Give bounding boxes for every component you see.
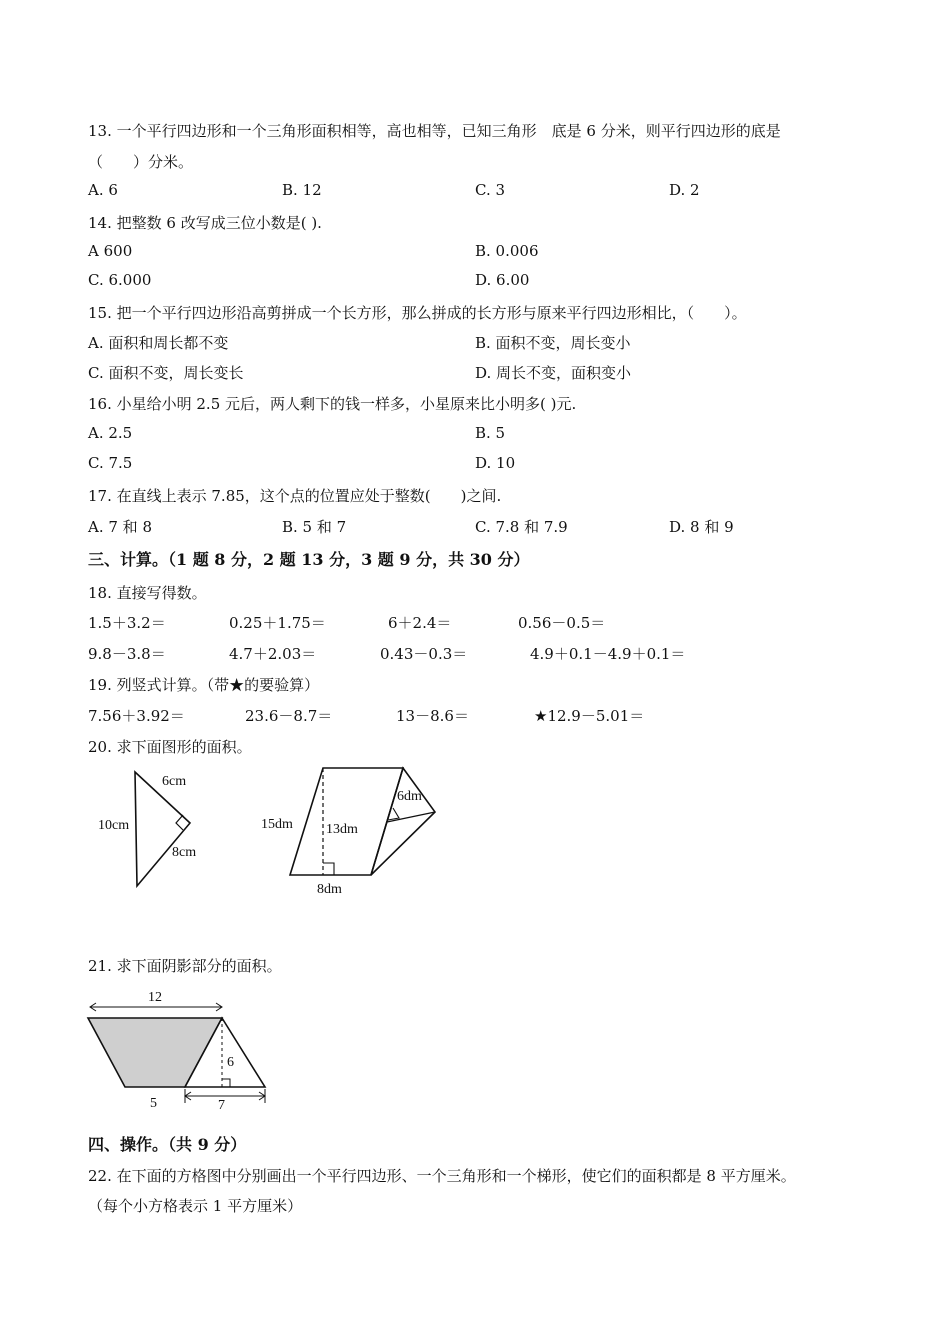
fig1-label-8cm: 8cm (172, 845, 197, 860)
q21-shaded-figure (80, 985, 280, 1115)
fig-label-12: 12 (148, 990, 162, 1005)
fig-label-5: 5 (150, 1096, 157, 1111)
q19-item: 13－8.6＝ (396, 707, 469, 725)
q18-item: 0.43－0.3＝ (380, 645, 468, 663)
q18-item: 1.5＋3.2＝ (88, 614, 166, 632)
q13-option-c: C. 3 (475, 181, 506, 199)
fig1-label-10cm: 10cm (98, 818, 130, 833)
q15-option-a: A. 面积和周长都不变 (88, 334, 229, 352)
q17-option-c: C. 7.8 和 7.9 (475, 518, 568, 536)
fig2-label-13dm: 13dm (326, 822, 358, 837)
q17-stem: 17. 在直线上表示 7.85，这个点的位置应处于整数( )之间. (88, 487, 502, 505)
q18-stem: 18. 直接写得数。 (88, 584, 207, 602)
q18-item: 9.8－3.8＝ (88, 645, 166, 663)
q17-option-d: D. 8 和 9 (669, 518, 734, 536)
q14-option-c: C. 6.000 (88, 271, 152, 289)
q20-stem: 20. 求下面图形的面积。 (88, 738, 252, 756)
fig-label-6: 6 (227, 1055, 234, 1070)
q18-item: 6＋2.4＝ (388, 614, 452, 632)
q16-option-a: A. 2.5 (88, 424, 133, 442)
q15-option-d: D. 周长不变，面积变小 (475, 364, 632, 382)
triangle-height-line (387, 812, 435, 822)
fig-label-7: 7 (218, 1098, 225, 1113)
q18-item: 0.56－0.5＝ (518, 614, 606, 632)
fig2-label-6dm: 6dm (397, 789, 422, 804)
q14-option-b: B. 0.006 (475, 242, 539, 260)
q18-item: 4.7＋2.03＝ (229, 645, 317, 663)
right-angle-marker (176, 815, 183, 830)
q15-option-b: B. 面积不变，周长变小 (475, 334, 631, 352)
q21-stem: 21. 求下面阴影部分的面积。 (88, 957, 282, 975)
q16-option-d: D. 10 (475, 454, 516, 472)
q22-note: （每个小方格表示 1 平方厘米） (88, 1197, 303, 1215)
q18-item: 0.25＋1.75＝ (229, 614, 326, 632)
section-4-heading: 四、操作。（共 9 分） (88, 1135, 247, 1154)
q13-stem: 13. 一个平行四边形和一个三角形面积相等，高也相等，已知三角形 底是 6 分米，则平行四边形的底是 (88, 122, 781, 140)
q19-item: 7.56＋3.92＝ (88, 707, 185, 725)
q15-stem: 15. 把一个平行四边形沿高剪拼成一个长方形，那么拼成的长方形与原来平行四边形相比，（ ）。 (88, 304, 747, 322)
fig1-label-6cm: 6cm (162, 774, 187, 789)
fig2-label-8dm: 8dm (317, 882, 342, 897)
right-angle-marker (323, 863, 334, 875)
q19-item: 23.6－8.7＝ (245, 707, 333, 725)
q16-option-b: B. 5 (475, 424, 506, 442)
q19-item: ★12.9－5.01＝ (534, 707, 645, 725)
q13-stem-cont: （ ）分米。 (88, 153, 194, 171)
section-3-heading: 三、计算。（1 题 8 分，2 题 13 分，3 题 9 分，共 30 分） (88, 550, 530, 569)
q22-stem: 22. 在下面的方格图中分别画出一个平行四边形、一个三角形和一个梯形，使它们的面积都是 8 平方厘米。 (88, 1167, 796, 1185)
q13-option-a: A. 6 (88, 181, 118, 199)
q20-trapezoid-figure (255, 760, 455, 900)
fig2-label-15dm: 15dm (261, 817, 293, 832)
q13-option-b: B. 12 (282, 181, 322, 199)
q18-item: 4.9＋0.1－4.9＋0.1＝ (530, 645, 686, 663)
q16-option-c: C. 7.5 (88, 454, 133, 472)
q16-stem: 16. 小星给小明 2.5 元后，两人剩下的钱一样多，小星原来比小明多( )元. (88, 395, 577, 413)
q14-stem: 14. 把整数 6 改写成三位小数是( ). (88, 214, 322, 232)
triangle-shape (371, 768, 435, 875)
q19-stem: 19. 列竖式计算。（带★的要验算） (88, 676, 320, 694)
q13-option-d: D. 2 (669, 181, 700, 199)
q14-option-d: D. 6.00 (475, 271, 530, 289)
q14-option-a: A 600 (88, 242, 133, 260)
q15-option-c: C. 面积不变，周长变长 (88, 364, 244, 382)
q20-right-triangle-figure (90, 765, 240, 895)
q17-option-b: B. 5 和 7 (282, 518, 347, 536)
q17-option-a: A. 7 和 8 (88, 518, 152, 536)
